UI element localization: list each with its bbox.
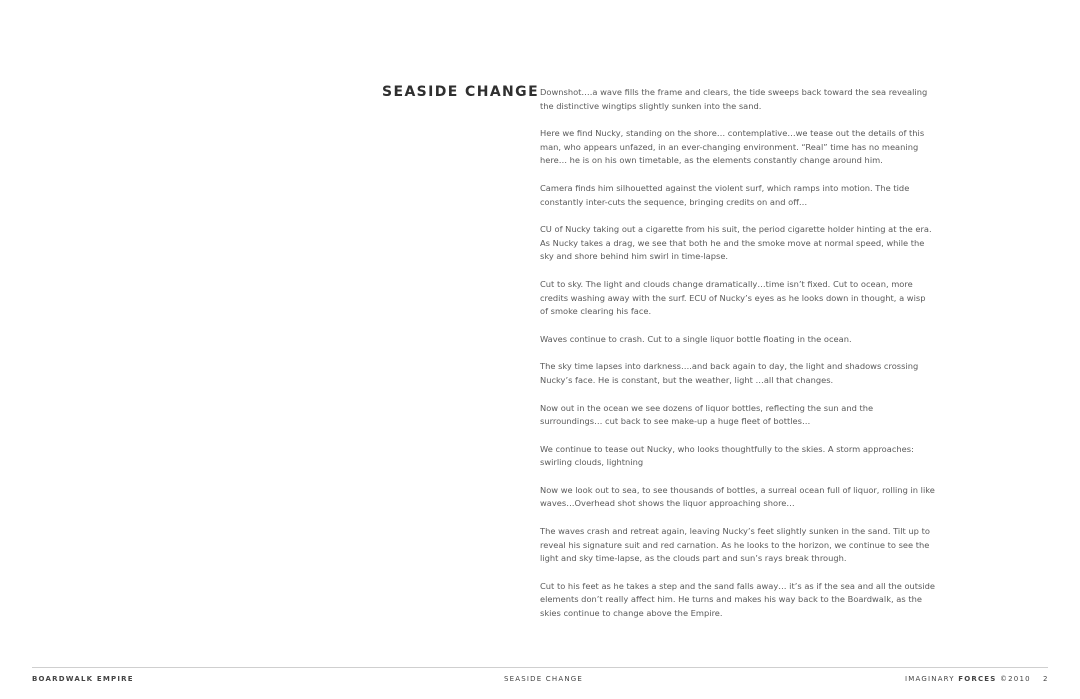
page-number: 2	[1043, 675, 1049, 683]
paragraph: We continue to tease out Nucky, who looks thoughtfully to the skies. A storm approaches: swirling clouds, lightning	[540, 443, 914, 468]
footer-section-name: SEASIDE CHANGE	[504, 675, 584, 683]
footer-brand-name: FORCES	[958, 675, 997, 683]
paragraph: Cut to sky. The light and clouds change dramatically…time isn’t fixed. Cut to ocean, more credits washing away with the surf. ECU of Nucky’s eyes as he looks down in thought, a wisp of smoke clearing his face.	[540, 278, 926, 317]
page-title: SEASIDE CHANGE	[382, 84, 540, 100]
paragraph: Waves continue to crash. Cut to a single liquor bottle floating in the ocean.	[540, 333, 852, 344]
paragraph: Now we look out to sea, to see thousands of bottles, a surreal ocean full of liquor, rolling in like waves…Overhead shot shows the liquor approaching shore…	[540, 484, 935, 509]
paragraph: Camera finds him silhouetted against the violent surf, which ramps into motion. The tide constantly inter-cuts the sequence, bringing credits on and off…	[540, 182, 910, 207]
paragraph: Downshot….a wave fills the frame and clears, the tide sweeps back toward the sea revealing the distinctive wingtips slightly sunken into the sand.	[540, 87, 928, 111]
footer-brand-prefix: IMAGINARY	[905, 675, 955, 683]
paragraph: CU of Nucky taking out a cigarette from his suit, the period cigarette holder hinting at the era. As Nucky takes a drag, we see that both he and the smoke move at normal speed, while the sky and shore behind him swirl in time-lapse.	[540, 224, 932, 262]
script-body	[540, 86, 936, 635]
paragraph: The waves crash and retreat again, leaving Nucky’s feet slightly sunken in the sand. Tilt up to reveal his signature suit and red carnation. As he looks to the horizon, we continue to see the light and sky time-lapse, as the clouds part and sun’s rays break through.	[540, 526, 930, 564]
footer-brand	[905, 675, 1031, 683]
paragraph: Now out in the ocean we see dozens of liquor bottles, reflecting the sun and the surroundings… cut back to see make-up a huge fleet of bottles…	[540, 402, 874, 427]
footer-copyright: ©2010	[999, 675, 1031, 683]
paragraph: Cut to his feet as he takes a step and the sand falls away… it’s as if the sea and all the outside elements don’t really affect him. He turns and makes his way back to the Boardwalk, as the skies continue to change above the Empire.	[540, 580, 936, 619]
paragraph: Here we find Nucky, standing on the shore… contemplative…we tease out the details of this man, who appears unfazed, in an ever-changing environment. “Real” time has no meaning here… he is on his own timetable, as the elements constantly change around him.	[540, 128, 925, 166]
paragraph: The sky time lapses into darkness….and back again to day, the light and shadows crossing Nucky’s face. He is constant, but the weather, light …all that changes.	[540, 361, 919, 385]
footer-project-name: BOARDWALK EMPIRE	[32, 675, 134, 683]
footer-divider	[32, 667, 1048, 668]
